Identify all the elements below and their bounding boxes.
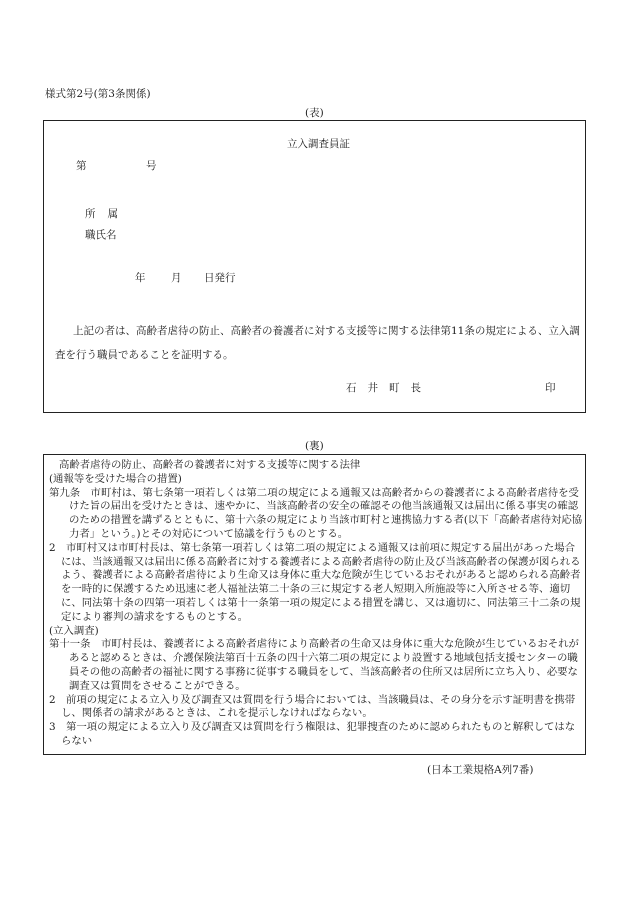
law-heading-1: (通報等を受けた場合の措置) xyxy=(49,472,182,485)
article-11-paragraph-3: 3 第一項の規定による立入り及び調査又は質問を行う権限は、犯罪捜査のために認められたものと解釈してはならない xyxy=(49,721,576,747)
signer: 石井町長 xyxy=(346,382,432,394)
affiliation-label-1: 所 xyxy=(85,208,96,220)
date-issued: 日発行 xyxy=(204,272,236,284)
back-side-label: (裏) xyxy=(305,440,324,452)
card-title: 立入調査員証 xyxy=(287,138,350,150)
name-label: 職氏名 xyxy=(85,229,117,241)
date-month: 月 xyxy=(171,272,182,284)
article-9: 第九条 市町村は、第七条第一項若しくは第二項の規定による通報又は高齢者からの養護者による高齢者虐待を受けた旨の届出を受けたときは、速やかに、当該高齢者の安全の確認その他当該通報又は届出に係る事実の確認のための措置を講ずるとともに、第十六条の規定により当該市町村と連携協力する者(以下「高齢者虐待対応協力者」という。)とその対応について協議を行うものとする。 xyxy=(49,486,583,540)
article-11: 第十一条 市町村長は、養護者による高齢者虐待により高齢者の生命又は身体に重大な危険が生じているおそれがあると認めるときは、介護保険法第百十五条の四十六第二項の規定により設置する地域包括支援センターの職員その他の高齢者の福祉に関する事務に従事する職員をして、当該高齢者の住所又は居所に立ち入り、必要な調査又は質問をさせることができる。 xyxy=(49,638,579,692)
affiliation-label xyxy=(85,206,118,221)
article-9-paragraph-2: 2 市町村又は市町村長は、第七条第一項若しくは第二項の規定による通報又は前項に規定する届出があった場合には、当該通報又は届出に係る高齢者に対する養護者による高齢者虐待の防止及び当該高齢者の保護が図られるよう、養護者による高齢者虐待により生命又は身体に重大な危険が生じているおそれがあると認められる高齢者を一時的に保護するため迅速に老人福祉法第二十条の三に規定する老人短期入所施設等に入所させる等、適切に、同法第十条の四第一項若しくは第十一条第一項の規定による措置を講じ、又は適切に、同法第三十二条の規定により審判の請求をするものとする。 xyxy=(49,541,581,623)
law-excerpt xyxy=(49,459,584,749)
date-year: 年 xyxy=(135,272,146,284)
front-card-border xyxy=(43,120,586,413)
footer-standard: (日本工業規格A列7番) xyxy=(427,764,534,776)
number-suffix: 号 xyxy=(146,160,157,172)
form-label: 様式第2号(第3条関係) xyxy=(45,88,151,100)
affiliation-label-2: 属 xyxy=(107,208,118,220)
article-11-paragraph-2: 2 前項の規定による立入り及び調査又は質問を行う場合においては、当該職員は、その身分を示す証明書を携帯し、関係者の請求があるときは、これを提示しなければならない。 xyxy=(49,693,576,720)
front-side-label: (表) xyxy=(305,107,324,119)
law-heading-2: (立入調査) xyxy=(49,624,99,637)
law-title: 高齢者虐待の防止、高齢者の養護者に対する支援等に関する法律 xyxy=(59,459,361,471)
certification-text: 上記の者は、高齢者虐待の防止、高齢者の養護者に対する支援等に関する法律第11条の規定による、立入調査を行う職員であることを証明する。 xyxy=(55,325,580,361)
number-prefix: 第 xyxy=(76,160,87,172)
seal-mark: 印 xyxy=(545,382,556,394)
